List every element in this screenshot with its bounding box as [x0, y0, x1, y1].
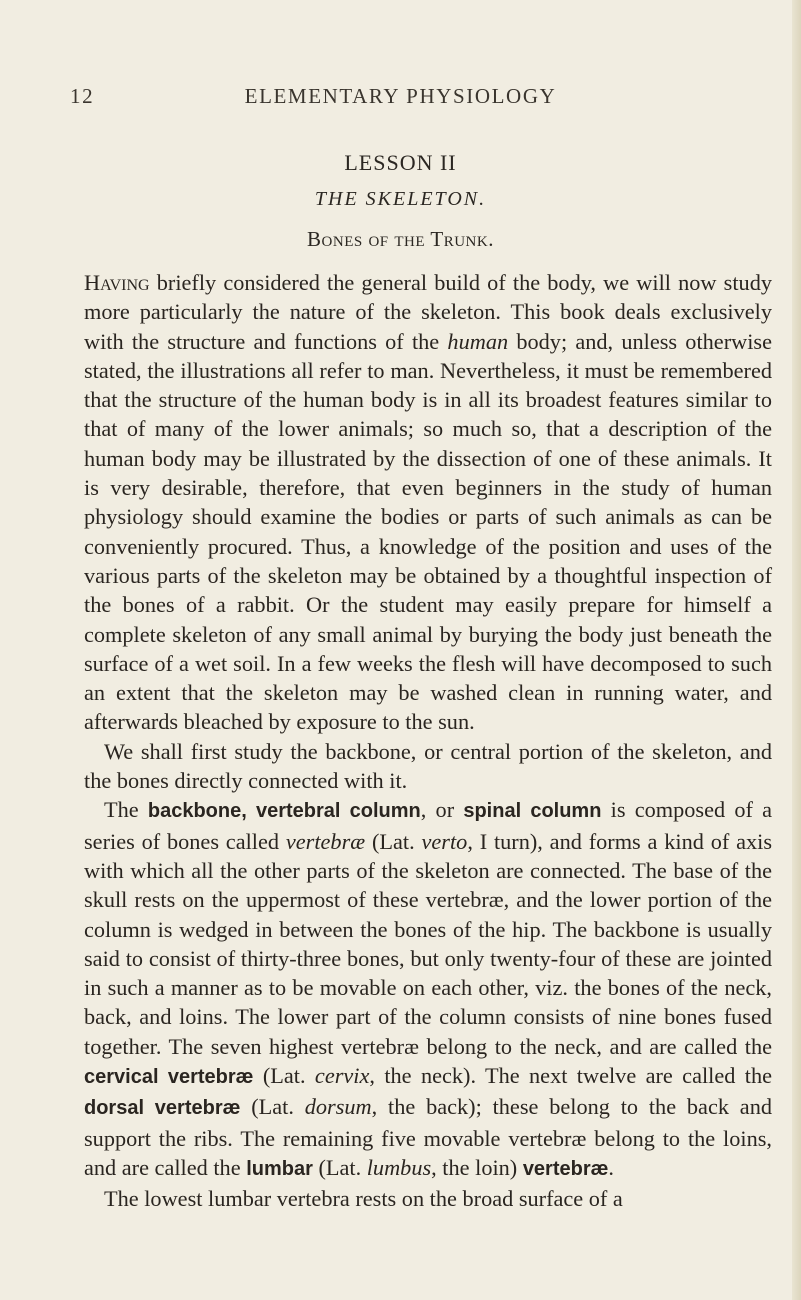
latin-lumbus: lumbus	[366, 1154, 432, 1180]
paragraph-introduction	[84, 268, 772, 737]
page-edge	[792, 0, 801, 1300]
text-run: (Lat.	[365, 828, 422, 854]
text-run: (Lat.	[240, 1094, 305, 1120]
latin-cervix: cervix	[314, 1063, 370, 1089]
text-run: body; and, unless otherwise stated, the illustrations all refer to man. Nevertheless, it must be remembered that the structure of the human body is in all its broadest features similar to that of many of the lower animals; so much so, that a description of the human body may be illustrated by the dissection of one of these animals. It is very desirable, therefore, that even beginners in the study of human physiology should examine the bodies or parts of such animals as can be conveniently procured. Thus, a knowledge of the position and uses of the various parts of the skeleton may be obtained by a thoughtful inspection of the bones of a rabbit. Or the student may easily prepare for himself a complete skeleton of any small animal by burying the body just beneath the surface of a wet soil. In a few weeks the flesh will have decomposed to such an extent that the skeleton may be washed clean in running water, and afterwards bleached by exposure to the sun.	[84, 328, 772, 735]
term-backbone: backbone, vertebral column	[147, 800, 421, 823]
text-run: briefly considered the general build of the body, we will now study more particularly the nature of the skeleton. This book deals exclusively with the structure and functions of the	[84, 270, 772, 354]
paragraph-backbone-intro: We shall first study the backbone, or central portion of the skeleton, and the bones directly connected with it.	[84, 738, 772, 794]
term-vertebrae: vertebræ	[285, 828, 366, 854]
term-spinal-column: spinal column	[463, 800, 602, 823]
latin-verto: verto	[421, 828, 468, 854]
lesson-title: LESSON II	[344, 150, 457, 175]
paragraph-lumbar: The lowest lumbar vertebra rests on the broad surface of a	[104, 1186, 623, 1212]
emphasis-human: human	[447, 328, 509, 354]
term-vertebrae-end: vertebræ	[522, 1157, 609, 1180]
latin-dorsum: dorsum	[304, 1094, 372, 1120]
text-run: The	[104, 797, 148, 823]
text-run: , I turn), and forms a kind of axis with which all the other parts of the skeleton are connected. The base of the skull rests on the uppermost of these vertebræ, and the lower portion of the column is wedged in between the bones of the hip. The backbone is usually said to consist of thirty-three bones, but only twenty-four of these are jointed in such a manner as to be movable on each other, viz. the bones of the neck, back, and loins. The lower part of the column consists of nine bones fused together. The seven highest vertebræ belong to the neck, and are called the	[84, 828, 773, 1059]
text-run: , the neck). The next twelve are called the	[369, 1063, 773, 1089]
lead-word: Having	[84, 270, 150, 295]
text-run: , or	[420, 797, 464, 823]
term-cervical: cervical vertebræ	[84, 1066, 254, 1089]
text-run: , the back); these belong to the back and support the ribs. The remaining five movable vertebræ belong to the loins, and are called the	[84, 1094, 772, 1180]
text-run: (Lat.	[253, 1063, 315, 1089]
text-run: is composed of a series of bones called	[84, 797, 773, 854]
term-dorsal: dorsal vertebræ	[84, 1097, 241, 1120]
running-title: ELEMENTARY PHYSIOLOGY	[244, 84, 557, 108]
body-text	[84, 268, 772, 1214]
page-number: 12	[70, 84, 95, 108]
term-lumbar: lumbar	[246, 1157, 313, 1180]
text-run: , the loin)	[431, 1154, 523, 1180]
section-title: Bones of the Trunk.	[307, 227, 494, 251]
chapter-title: THE SKELETON.	[314, 188, 487, 210]
text-run: .	[608, 1154, 614, 1180]
text-run: (Lat.	[312, 1154, 367, 1180]
paragraph-vertebral-column	[84, 795, 772, 1184]
